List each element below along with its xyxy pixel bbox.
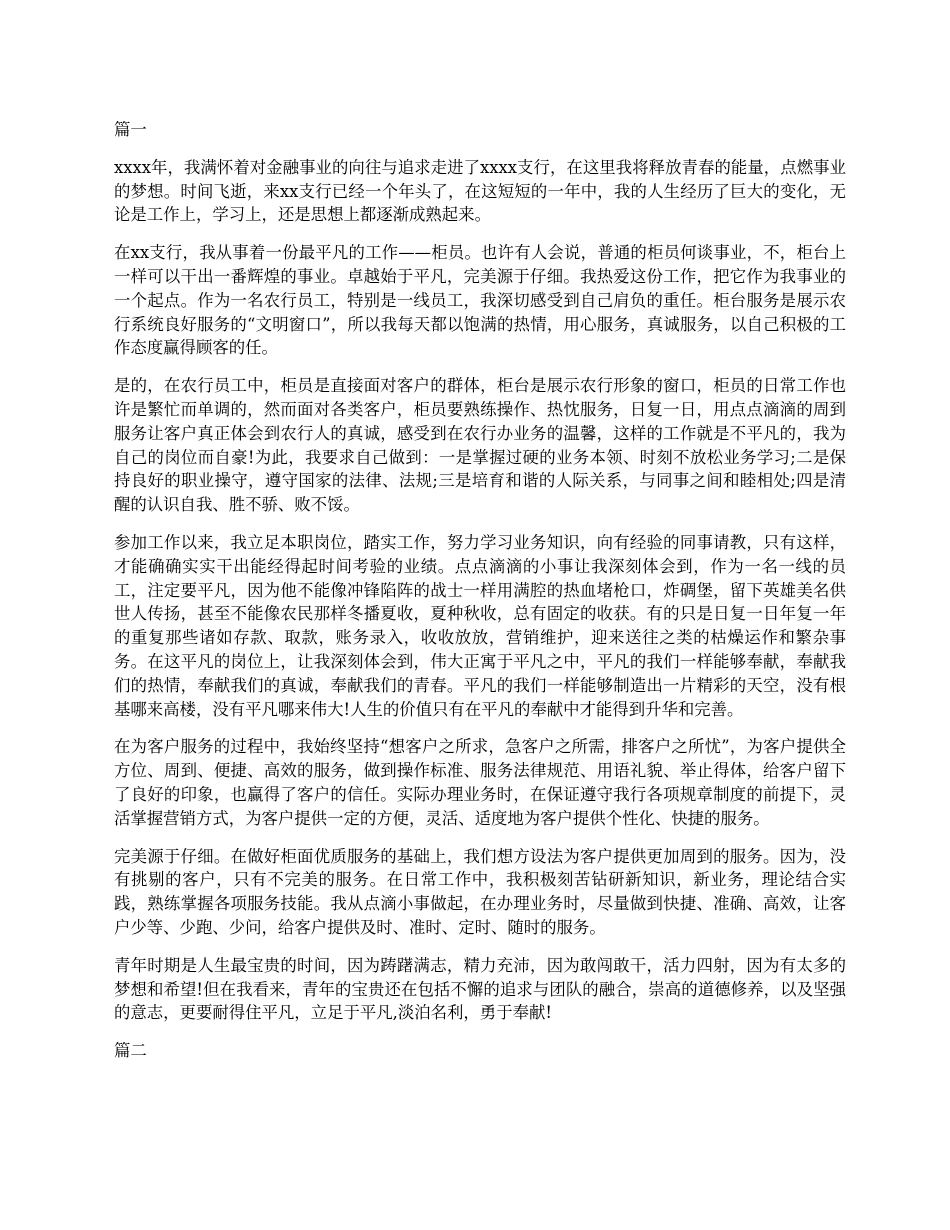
paragraph-1: xxxx年，我满怀着对金融事业的向往与追求走进了xxxx支行，在这里我将释放青春的能量，点燃事业的梦想。时间飞逝，来xx支行已经一个年头了，在这短短的一年中，我的人生经历了巨大的变化，无论是工作上，学习上，还是思想上都逐渐成熟起来。 xyxy=(114,157,846,225)
section-heading-1: 篇一 xyxy=(114,120,147,139)
paragraph-2: 在xx支行，我从事着一份最平凡的工作——柜员。也许有人会说，普通的柜员何谈事业，不，柜台上一样可以干出一番辉煌的事业。卓越始于平凡，完美源于仔细。我热爱这份工作，把它作为我事业的一个起点。作为一名农行员工，特别是一线员工，我深切感受到自己肩负的重任。柜台服务是展示农行系统良好服务的“文明窗口”，所以我每天都以饱满的热情，用心服务，真诚服务，以自己积极的工作态度赢得顾客的任。 xyxy=(114,243,846,358)
paragraph-7: 青年时期是人生最宝贵的时间，因为踌躇满志，精力充沛，因为敢闯敢干，活力四射，因为有太多的梦想和希望!但在我看来，青年的宝贵还在包括不懈的追求与团队的融合，崇高的道德修养，以及坚强的意志，更要耐得住平凡，立足于平凡,淡泊名利，勇于奉献! xyxy=(114,955,846,1023)
paragraph-6: 完美源于仔细。在做好柜面优质服务的基础上，我们想方设法为客户提供更加周到的服务。因为，没有挑剔的客户，只有不完美的服务。在日常工作中，我积极刻苦钻研新知识，新业务，理论结合实践，熟练掌握各项服务技能。我从点滴小事做起，在办理业务时，尽量做到快捷、准确、高效，让客户少等、少跑、少问，给客户提供及时、准时、定时、随时的服务。 xyxy=(114,846,846,937)
paragraph-4: 参加工作以来，我立足本职岗位，踏实工作，努力学习业务知识，向有经验的同事请教，只有这样，才能确确实实干出能经得起时间考验的业绩。点点滴滴的小事让我深刻体会到，作为一名一线的员工，注定要平凡，因为他不能像冲锋陷阵的战士一样用满腔的热血堵枪口，炸碉堡，留下英雄美名供世人传扬，甚至不能像农民那样冬播夏收，夏种秋收，总有固定的收获。有的只是日复一日年复一年的重复那些诸如存款、取款，账务录入，收收放放，营销维护，迎来送往之类的枯燥运作和繁杂事务。在这平凡的岗位上，让我深刻体会到，伟大正寓于平凡之中，平凡的我们一样能够奉献，奉献我们的热情，奉献我们的真诚，奉献我们的青春。平凡的我们一样能够制造出一片精彩的天空，没有根基哪来高楼，没有平凡哪来伟大!人生的价值只有在平凡的奉献中才能得到升华和完善。 xyxy=(114,532,846,719)
document-page xyxy=(114,118,846,1077)
section-heading-2: 篇二 xyxy=(114,1041,147,1061)
paragraph-5: 在为客户服务的过程中，我始终坚持“想客户之所求，急客户之所需，排客户之所忧”，为客户提供全方位、周到、便捷、高效的服务，做到操作标准、服务法律规范、用语礼貌、举止得体，给客户留下了良好的印象，也赢得了客户的信任。实际办理业务时，在保证遵守我行各项规章制度的前提下，灵活掌握营销方式，为客户提供一定的方便，灵活、适度地为客户提供个性化、快捷的服务。 xyxy=(114,737,846,828)
paragraph-3: 是的，在农行员工中，柜员是直接面对客户的群体，柜台是展示农行形象的窗口，柜员的日常工作也许是繁忙而单调的，然而面对各类客户，柜员要熟练操作、热忱服务，日复一日，用点点滴滴的周到服务让客户真正体会到农行人的真诚，感受到在农行办业务的温馨，这样的工作就是不平凡的，我为自己的岗位而自豪!为此，我要求自己做到：一是掌握过硬的业务本领、时刻不放松业务学习;二是保持良好的职业操守，遵守国家的法律、法规;三是培育和谐的人际关系，与同事之间和睦相处;四是清醒的认识自我、胜不骄、败不馁。 xyxy=(114,376,846,515)
